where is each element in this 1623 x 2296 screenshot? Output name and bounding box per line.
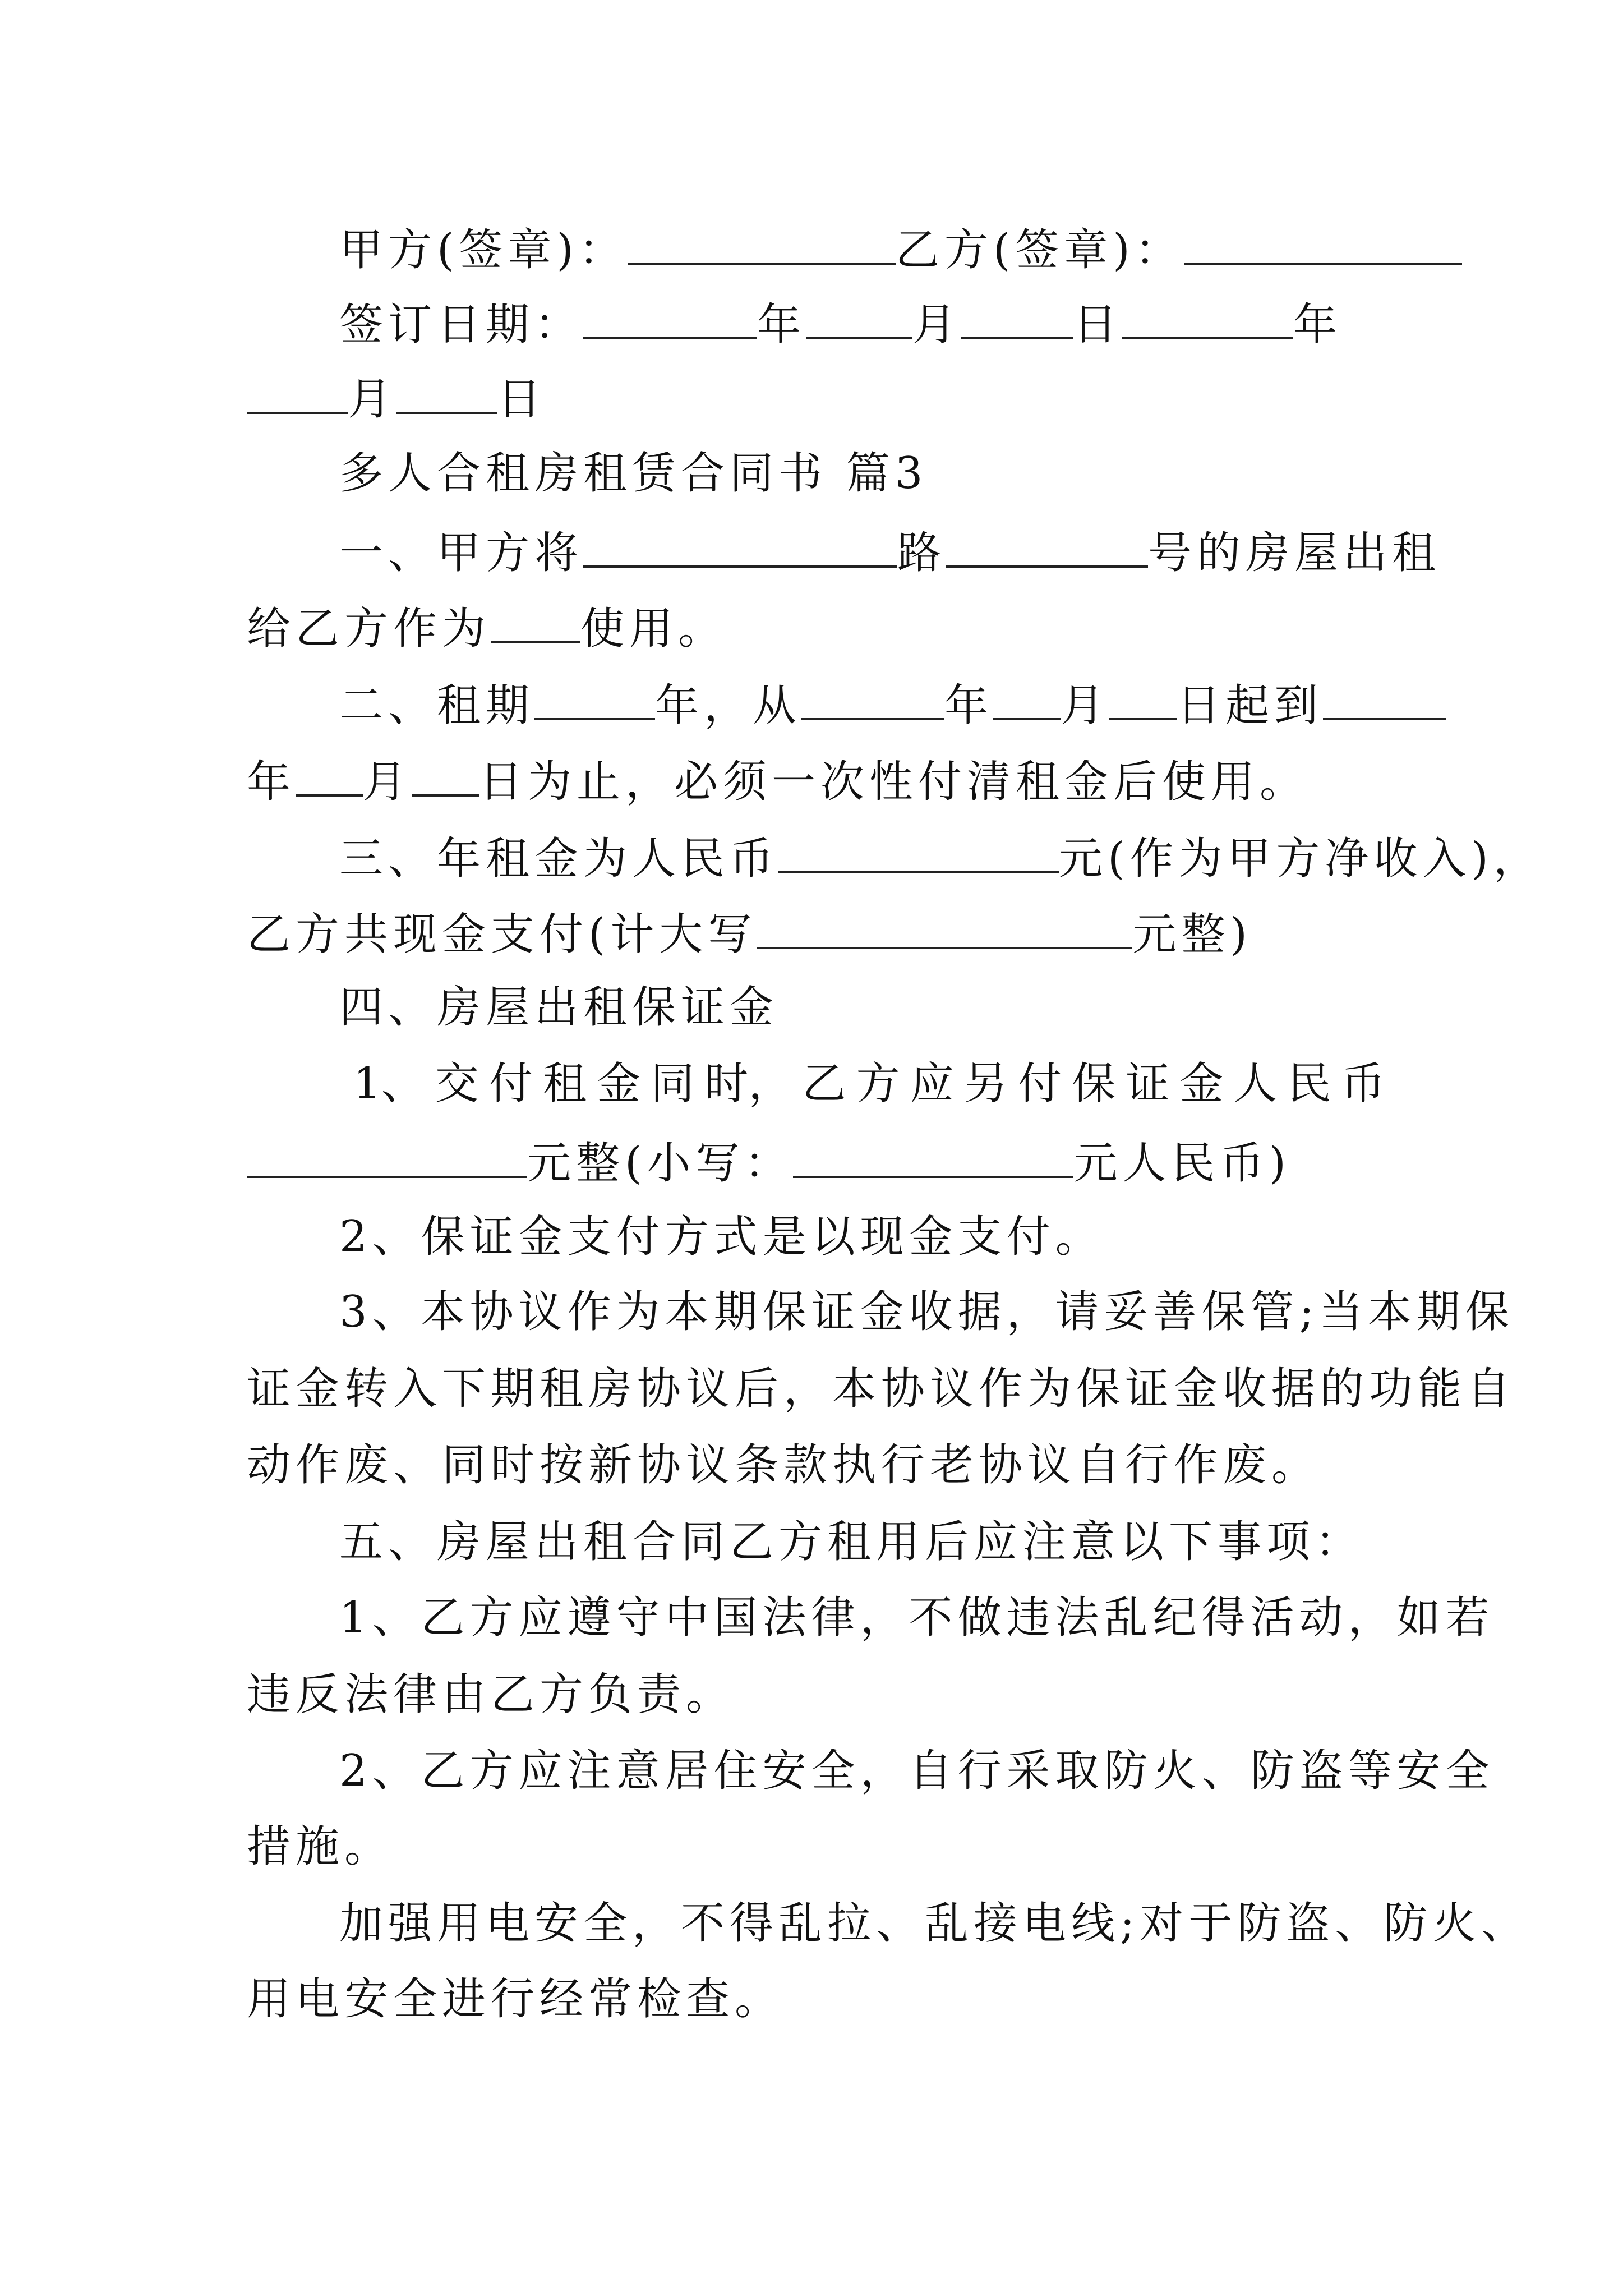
clause-4-item-3-line-1: 3、本协议作为本期保证金收据，请妥善保管;当本期保: [339, 1287, 1514, 1337]
clause-3-text-b: 元(作为甲方净收入)，: [1059, 834, 1542, 884]
date-year2-blank: [1122, 299, 1293, 339]
clause-1-line-1: [339, 527, 1441, 578]
date-month-blank: [806, 299, 912, 339]
sign-date-label: 签订日期：: [339, 300, 584, 350]
day-unit: 日: [1073, 300, 1123, 350]
clause-4-item-3-line-2: 证金转入下期租房协议后，本协议作为保证金收据的功能自: [247, 1364, 1516, 1414]
start-month-blank: [993, 680, 1061, 720]
annual-rent-blank: [778, 833, 1059, 873]
month2-unit: 月: [348, 374, 397, 425]
clause-1-text-a: 一、甲方将: [339, 528, 584, 578]
clause-5-item-2-line-2: 措施。: [247, 1821, 394, 1872]
section-title: 多人合租房租赁合同书 篇3: [339, 448, 928, 499]
clause-5-item-1-line-2: 违反法律由乙方负责。: [247, 1669, 735, 1720]
clause-5-item-1-line-1: 1、乙方应遵守中国法律，不做违法乱纪得活动，如若: [339, 1593, 1495, 1643]
item-1-char: 交: [435, 1059, 479, 1109]
date-day2-blank: [396, 374, 497, 414]
signature-line: [339, 224, 1462, 275]
date-year-blank: [583, 299, 757, 339]
month-unit: 月: [912, 300, 962, 350]
end-year-blank: [1323, 680, 1446, 720]
clause-4-item-2: 2、保证金支付方式是以现金支付。: [339, 1212, 1104, 1262]
clause-5-item-3-line-2: 用电安全进行经常检查。: [247, 1974, 784, 2024]
clause-1-text-d: 给乙方作为: [247, 604, 491, 654]
item-1-char: 1、: [353, 1059, 425, 1109]
item-1-char: 时，: [704, 1059, 792, 1109]
deposit-lowercase-blank: [793, 1138, 1073, 1178]
sign-date-line-2: [247, 374, 547, 425]
clause-4-item-1-text-b: 元整(小写：: [527, 1138, 794, 1189]
party-b-label: 乙方(签章)：: [895, 225, 1184, 275]
item-1-char: 应: [910, 1059, 954, 1109]
clause-4-title: 四、房屋出租保证金: [339, 982, 779, 1033]
item-1-char: 币: [1341, 1059, 1385, 1109]
clause-3-text-d: 元整): [1132, 909, 1252, 960]
clause-4-item-1-text-c: 元人民币): [1073, 1138, 1291, 1189]
clause-2-year: 年: [655, 680, 704, 731]
clause-1-text-c: 号的房屋出租: [1148, 528, 1441, 578]
party-a-signature-blank: [628, 224, 896, 265]
clause-2-text-a: 二、租期: [339, 680, 535, 731]
clause-2-day-to: 日起到: [1177, 680, 1324, 731]
item-1-char: 另: [963, 1059, 1008, 1109]
clause-2-line-2: [247, 756, 1309, 807]
clause-4-item-1-line-1: [353, 1059, 1385, 1109]
clause-2-line-1: [339, 680, 1446, 731]
term-years-blank: [534, 680, 655, 720]
end-day-blank: [412, 756, 479, 797]
use-blank: [491, 603, 580, 643]
clause-4-item-3-line-3: 动作废、同时按新协议条款执行老协议自行作废。: [247, 1440, 1321, 1490]
item-1-char: 民: [1287, 1059, 1331, 1109]
deposit-amount-blank: [247, 1138, 527, 1178]
sign-date-line: [339, 299, 1343, 350]
clause-3-text-a: 三、年租金为人民币: [339, 834, 779, 884]
clause-5-item-3-line-1: 加强用电安全，不得乱拉、乱接电线;对于防盗、防火、: [339, 1898, 1530, 1949]
item-1-char: 保: [1072, 1059, 1116, 1109]
clause-1-text-b: 路: [897, 528, 947, 578]
date-day-blank: [961, 299, 1073, 339]
date-month2-blank: [247, 374, 348, 414]
number-blank: [946, 527, 1148, 568]
item-1-char: 付: [1018, 1059, 1062, 1109]
clause-1-text-e: 使用。: [580, 604, 727, 654]
start-day-blank: [1109, 680, 1177, 720]
item-1-char: 金: [1179, 1059, 1224, 1109]
clause-2-month-b: 月: [363, 757, 412, 807]
year-unit: 年: [757, 300, 806, 350]
clause-1-line-2: [247, 603, 727, 654]
clause-4-item-1-line-2: [247, 1138, 1291, 1189]
end-month-blank: [296, 756, 363, 797]
item-1-char: 金: [597, 1059, 641, 1109]
party-a-label: 甲方(签章)：: [339, 225, 628, 275]
road-blank: [583, 527, 897, 568]
item-1-char: 方: [856, 1059, 900, 1109]
item-1-char: 租: [543, 1059, 587, 1109]
clause-2-month: 月: [1061, 680, 1110, 731]
item-1-char: 同: [651, 1059, 695, 1109]
clause-3-text-c: 乙方共现金支付(计大写: [247, 909, 757, 960]
clause-5-title: 五、房屋出租合同乙方租用后应注意以下事项：: [339, 1517, 1364, 1567]
clause-2-text-end: 日为止，必须一次性付清租金后使用。: [479, 757, 1309, 807]
party-b-signature-blank: [1184, 224, 1462, 265]
item-1-char: 证: [1126, 1059, 1170, 1109]
day2-unit: 日: [497, 374, 547, 425]
clause-3-line-2: [247, 909, 1252, 960]
item-1-char: 乙: [802, 1059, 846, 1109]
clause-5-item-2-line-1: 2、乙方应注意居住安全，自行采取防火、防盗等安全: [339, 1746, 1495, 1796]
start-year-blank: [801, 680, 944, 720]
clause-3-line-1: [339, 833, 1542, 884]
item-1-char: 人: [1233, 1059, 1278, 1109]
clause-2-year-b: 年: [944, 680, 994, 731]
year2-unit: 年: [1293, 300, 1343, 350]
item-1-char: 付: [488, 1059, 533, 1109]
clause-2-from: ，从: [704, 680, 802, 731]
clause-2-year-c: 年: [247, 757, 296, 807]
rent-capital-blank: [757, 909, 1132, 949]
